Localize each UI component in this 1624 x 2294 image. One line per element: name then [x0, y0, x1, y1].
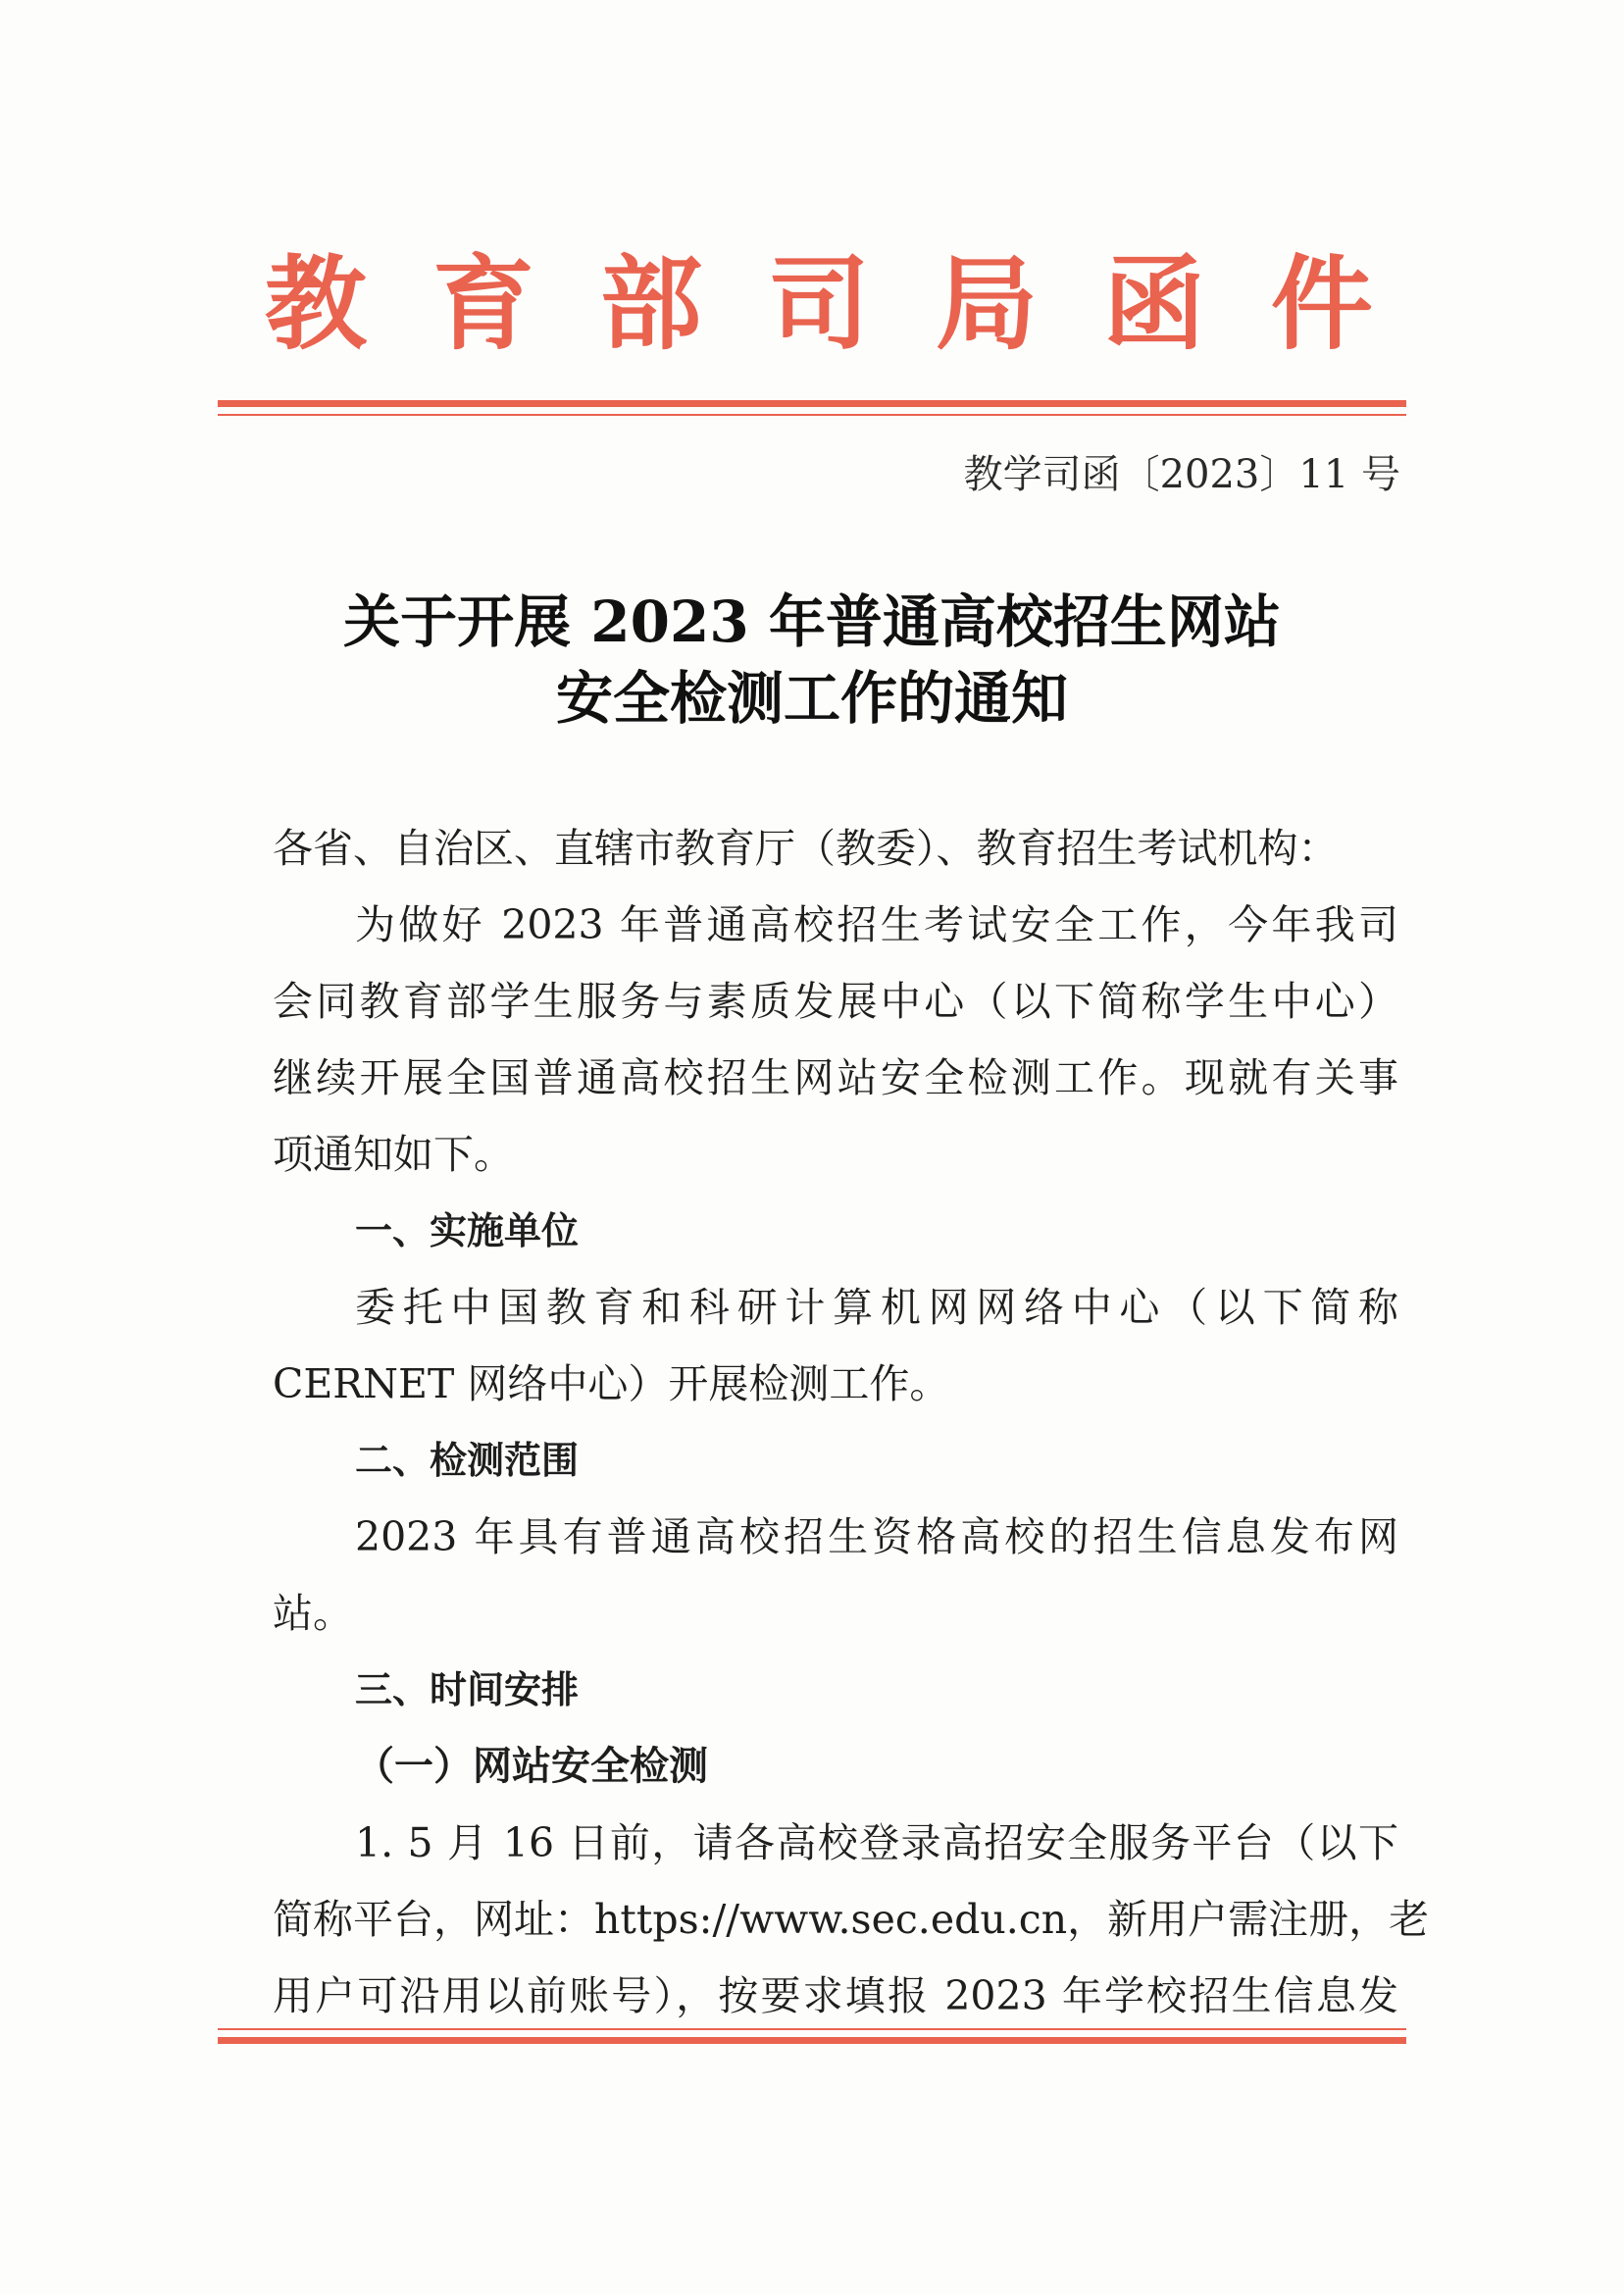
intro-line: 继续开展全国普通高校招生网站安全检测工作。现就有关事 [273, 1054, 1398, 1101]
masthead-divider-thin [218, 414, 1406, 416]
masthead-char: 函 [1102, 244, 1205, 364]
masthead-char: 件 [1270, 244, 1373, 364]
masthead [265, 235, 1373, 373]
masthead-divider-thick [218, 400, 1406, 407]
intro-line: 项通知如下。 [273, 1131, 514, 1178]
masthead-char: 部 [599, 244, 702, 364]
masthead-char: 司 [767, 244, 870, 364]
masthead-char: 育 [431, 244, 534, 364]
section-line: CERNET 网络中心）开展检测工作。 [273, 1360, 950, 1407]
section-line: 2023 年具有普通高校招生资格高校的招生信息发布网 [355, 1513, 1398, 1560]
document-title-line-1: 关于开展 2023 年普通高校招生网站 [343, 588, 1281, 655]
document-number: 教学司函〔2023〕11 号 [963, 452, 1400, 497]
section-line: 简称平台，网址：https://www.sec.edu.cn，新用户需注册，老 [273, 1896, 1430, 1943]
addressee: 各省、自治区、直辖市教育厅（教委）、教育招生考试机构： [273, 825, 1339, 872]
section-subheading: （一）网站安全检测 [355, 1743, 708, 1789]
section-line: 1. 5 月 16 日前，请各高校登录高招安全服务平台（以下 [355, 1819, 1398, 1866]
section-line: 站。 [273, 1590, 353, 1637]
section-heading: 一、实施单位 [355, 1209, 580, 1252]
section-line: 用户可沿用以前账号），按要求填报 2023 年学校招生信息发 [273, 1972, 1398, 2019]
masthead-char: 局 [935, 244, 1038, 364]
document-body [273, 810, 1430, 2034]
section-heading: 三、时间安排 [355, 1668, 580, 1711]
section-line: 委托中国教育和科研计算机网网络中心（以下简称 [355, 1284, 1398, 1331]
document-title-line-2: 安全检测工作的通知 [555, 665, 1068, 732]
section-heading: 二、检测范围 [355, 1439, 580, 1482]
footer-divider-thin [218, 2028, 1406, 2030]
intro-line: 为做好 2023 年普通高校招生考试安全工作，今年我司 [355, 901, 1398, 948]
masthead-char: 教 [265, 244, 368, 364]
intro-line: 会同教育部学生服务与素质发展中心（以下简称学生中心） [273, 978, 1398, 1025]
footer-divider-thick [218, 2037, 1406, 2044]
